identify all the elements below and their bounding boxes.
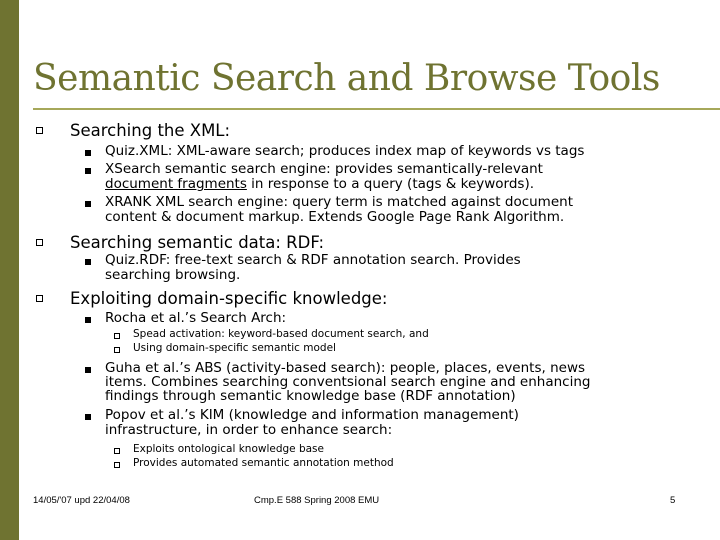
solid-square-bullet-icon [85, 168, 91, 174]
footer-page-number: 5 [670, 495, 676, 506]
slide-title: Semantic Search and Browse Tools [33, 58, 660, 99]
solid-square-bullet-icon [85, 367, 91, 373]
hollow-square-bullet-icon [36, 239, 43, 246]
underlined-term: document fragments [105, 176, 247, 192]
footer-course: Cmp.E 588 Spring 2008 EMU [254, 495, 380, 506]
bullet-popov-line1: Popov et al.’s KIM (knowledge and information management) [105, 407, 519, 423]
bullet-xrank-line2: content & document markup. Extends Google Page Rank Algorithm. [105, 209, 565, 225]
solid-square-bullet-icon [85, 150, 91, 156]
bullet-popov-line2: infrastructure, in order to enhance search: [105, 422, 393, 438]
bullet-xsearch-line1: XSearch semantic search engine: provides semantically-relevant [105, 161, 543, 177]
hollow-square-bullet-icon [114, 347, 120, 353]
sub-bullet-semantic-annotation: Provides automated semantic annotation method [133, 457, 394, 469]
solid-square-bullet-icon [85, 317, 91, 323]
sub-bullet-spread-activation: Spead activation: keyword-based document search, and [133, 328, 429, 340]
bullet-xsearch-line2: document fragments in response to a query (tags & keywords). [105, 176, 535, 192]
bullet-searching-xml: Searching the XML: [70, 121, 231, 140]
bullet-guha-line1: Guha et al.’s ABS (activity-based search): people, places, events, news [105, 360, 586, 376]
bullet-quizrdf-line2: searching browsing. [105, 267, 241, 283]
bullet-semantic-data: Searching semantic data: RDF: [70, 233, 325, 252]
bullet-domain-knowledge: Exploiting domain-specific knowledge: [70, 289, 388, 308]
footer-date: 14/05/'07 upd 22/04/08 [33, 495, 130, 506]
solid-square-bullet-icon [85, 201, 91, 207]
bullet-guha-line2: items. Combines searching conventsional search engine and enhancing [105, 374, 591, 390]
bullet-rocha: Rocha et al.’s Search Arch: [105, 310, 287, 326]
hollow-square-bullet-icon [114, 462, 120, 468]
sub-bullet-domain-model: Using domain-specific semantic model [133, 342, 336, 354]
sub-bullet-ontological-kb: Exploits ontological knowledge base [133, 443, 324, 455]
bullet-xrank-line1: XRANK XML search engine: query term is matched against document [105, 194, 573, 210]
hollow-square-bullet-icon [36, 295, 43, 302]
bullet-quizxml: Quiz.XML: XML-aware search; produces index map of keywords vs tags [105, 143, 585, 159]
solid-square-bullet-icon [85, 414, 91, 420]
hollow-square-bullet-icon [36, 127, 43, 134]
bullet-quizrdf-line1: Quiz.RDF: free-text search & RDF annotation search. Provides [105, 252, 521, 268]
hollow-square-bullet-icon [114, 333, 120, 339]
solid-square-bullet-icon [85, 259, 91, 265]
hollow-square-bullet-icon [114, 448, 120, 454]
bullet-guha-line3: findings through semantic knowledge base (RDF annotation) [105, 388, 516, 404]
